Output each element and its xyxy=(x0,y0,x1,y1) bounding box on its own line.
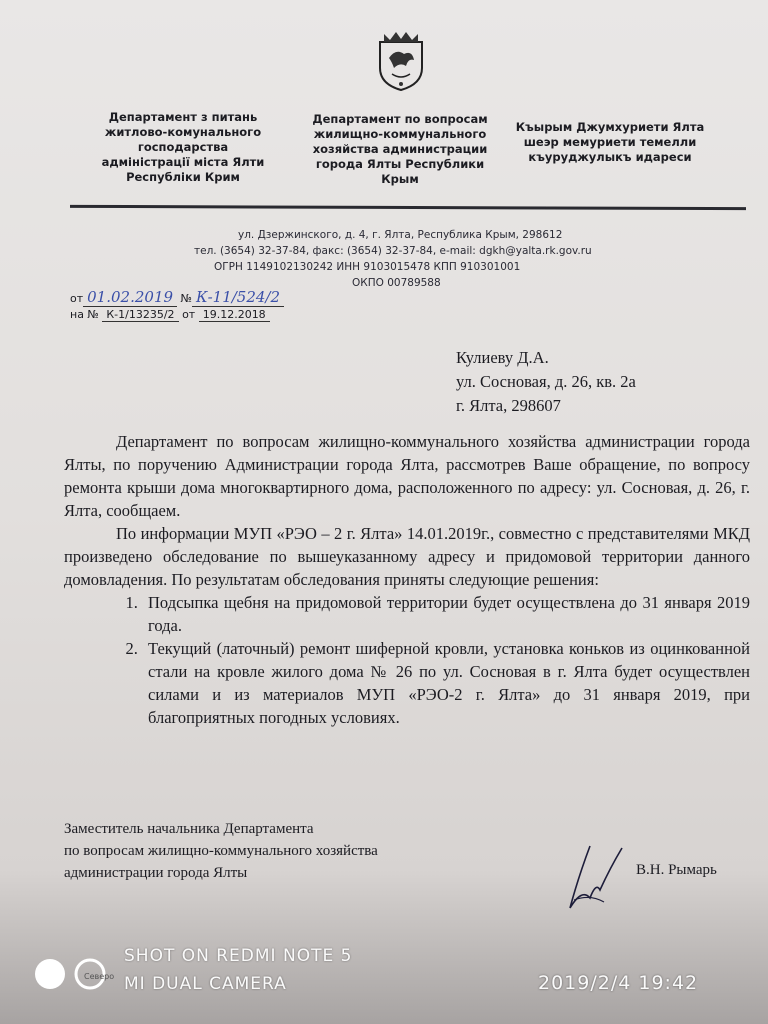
recipient-name: Кулиеву Д.А. xyxy=(456,348,549,367)
header-russian: Департамент по вопросам жилищно-коммунального хозяйства администрации города Ялты Республики Крым xyxy=(312,112,488,186)
signatory-name: В.Н. Рымарь xyxy=(636,862,717,878)
watermark-line-1: SHOT ON REDMI NOTE 5 xyxy=(124,946,353,966)
crimea-coat-of-arms-icon xyxy=(372,28,430,92)
phone-line: тел. (3654) 32-37-84, факс: (3654) 32-37-84, e-mail: dgkh@yalta.rk.gov.ru xyxy=(194,245,592,257)
paragraph-2: По информации МУП «РЭО – 2 г. Ялта» 14.01.2019г., совместно с представителями МКД произведено обследование по вышеуказанному адресу и придомовой территории данного домовладения. По результатам обследования приняты следующие решения: xyxy=(64,524,750,589)
header-crimean-tatar: Къырым Джумхуриети Ялта шеэр мемуриети темелли къуруджулыкъ идареси xyxy=(515,120,705,164)
reference-number: К-1/13235/2 xyxy=(102,308,178,322)
reference-line: на № К-1/13235/2 от 19.12.2018 xyxy=(70,308,270,321)
signatory-title: Заместитель начальника Департамента по вопросам жилищно-коммунального хозяйства администрации города Ялты xyxy=(64,821,378,881)
header-divider xyxy=(70,205,746,210)
watermark-line-2: MI DUAL CAMERA xyxy=(124,974,287,994)
reference-date: 19.12.2018 xyxy=(199,308,270,322)
corner-text: Северо xyxy=(84,972,115,981)
decision-item-2: 2. Текущий (латочный) ремонт шиферной кровли, установка коньков из оцинкованной стали на кровле жилого дома № 26 по ул. Сосновая в г. Ялта будет осуществлен силами и из материалов МУП «РЭО-2 г. Ялта» до 31 января 2019, при благоприятных погодных условиях. xyxy=(142,637,750,729)
photo-timestamp: 2019/2/4 19:42 xyxy=(538,972,699,994)
ids-line: ОГРН 1149102130242 ИНН 9103015478 КПП 910301001 xyxy=(214,261,521,273)
paragraph-1: Департамент по вопросам жилищно-коммунального хозяйства администрации города Ялты, по поручению Администрации города Ялта, рассмотрев Ваше обращение, по вопросу ремонта крыши дома многоквартирного дома, расположенного по адресу: ул. Сосновая, д. 26, г. Ялта, сообщаем. xyxy=(64,432,750,520)
decisions-list xyxy=(64,591,750,729)
letter-body xyxy=(64,430,750,729)
okpo-line: ОКПО 00789588 xyxy=(352,277,441,289)
recipient-city: г. Ялта, 298607 xyxy=(456,396,561,415)
header-ukrainian: Департамент з питань житлово-комунального господарства адміністрації міста Ялти Республіки Крим xyxy=(101,110,265,184)
address-line: ул. Дзержинского, д. 4, г. Ялта, Республика Крым, 298612 xyxy=(238,229,563,241)
registration-line: от 01.02.2019 № К-11/524/2 xyxy=(70,288,284,306)
outgoing-number: К-11/524/2 xyxy=(192,288,284,307)
outgoing-date: 01.02.2019 xyxy=(83,288,177,307)
handwritten-signature-icon xyxy=(560,838,630,918)
decision-item-1: 1. Подсыпка щебня на придомовой территории будет осуществлена до 31 января 2019 года. xyxy=(142,591,750,637)
recipient-block xyxy=(456,346,636,418)
recipient-street: ул. Сосновая, д. 26, кв. 2а xyxy=(456,372,636,391)
